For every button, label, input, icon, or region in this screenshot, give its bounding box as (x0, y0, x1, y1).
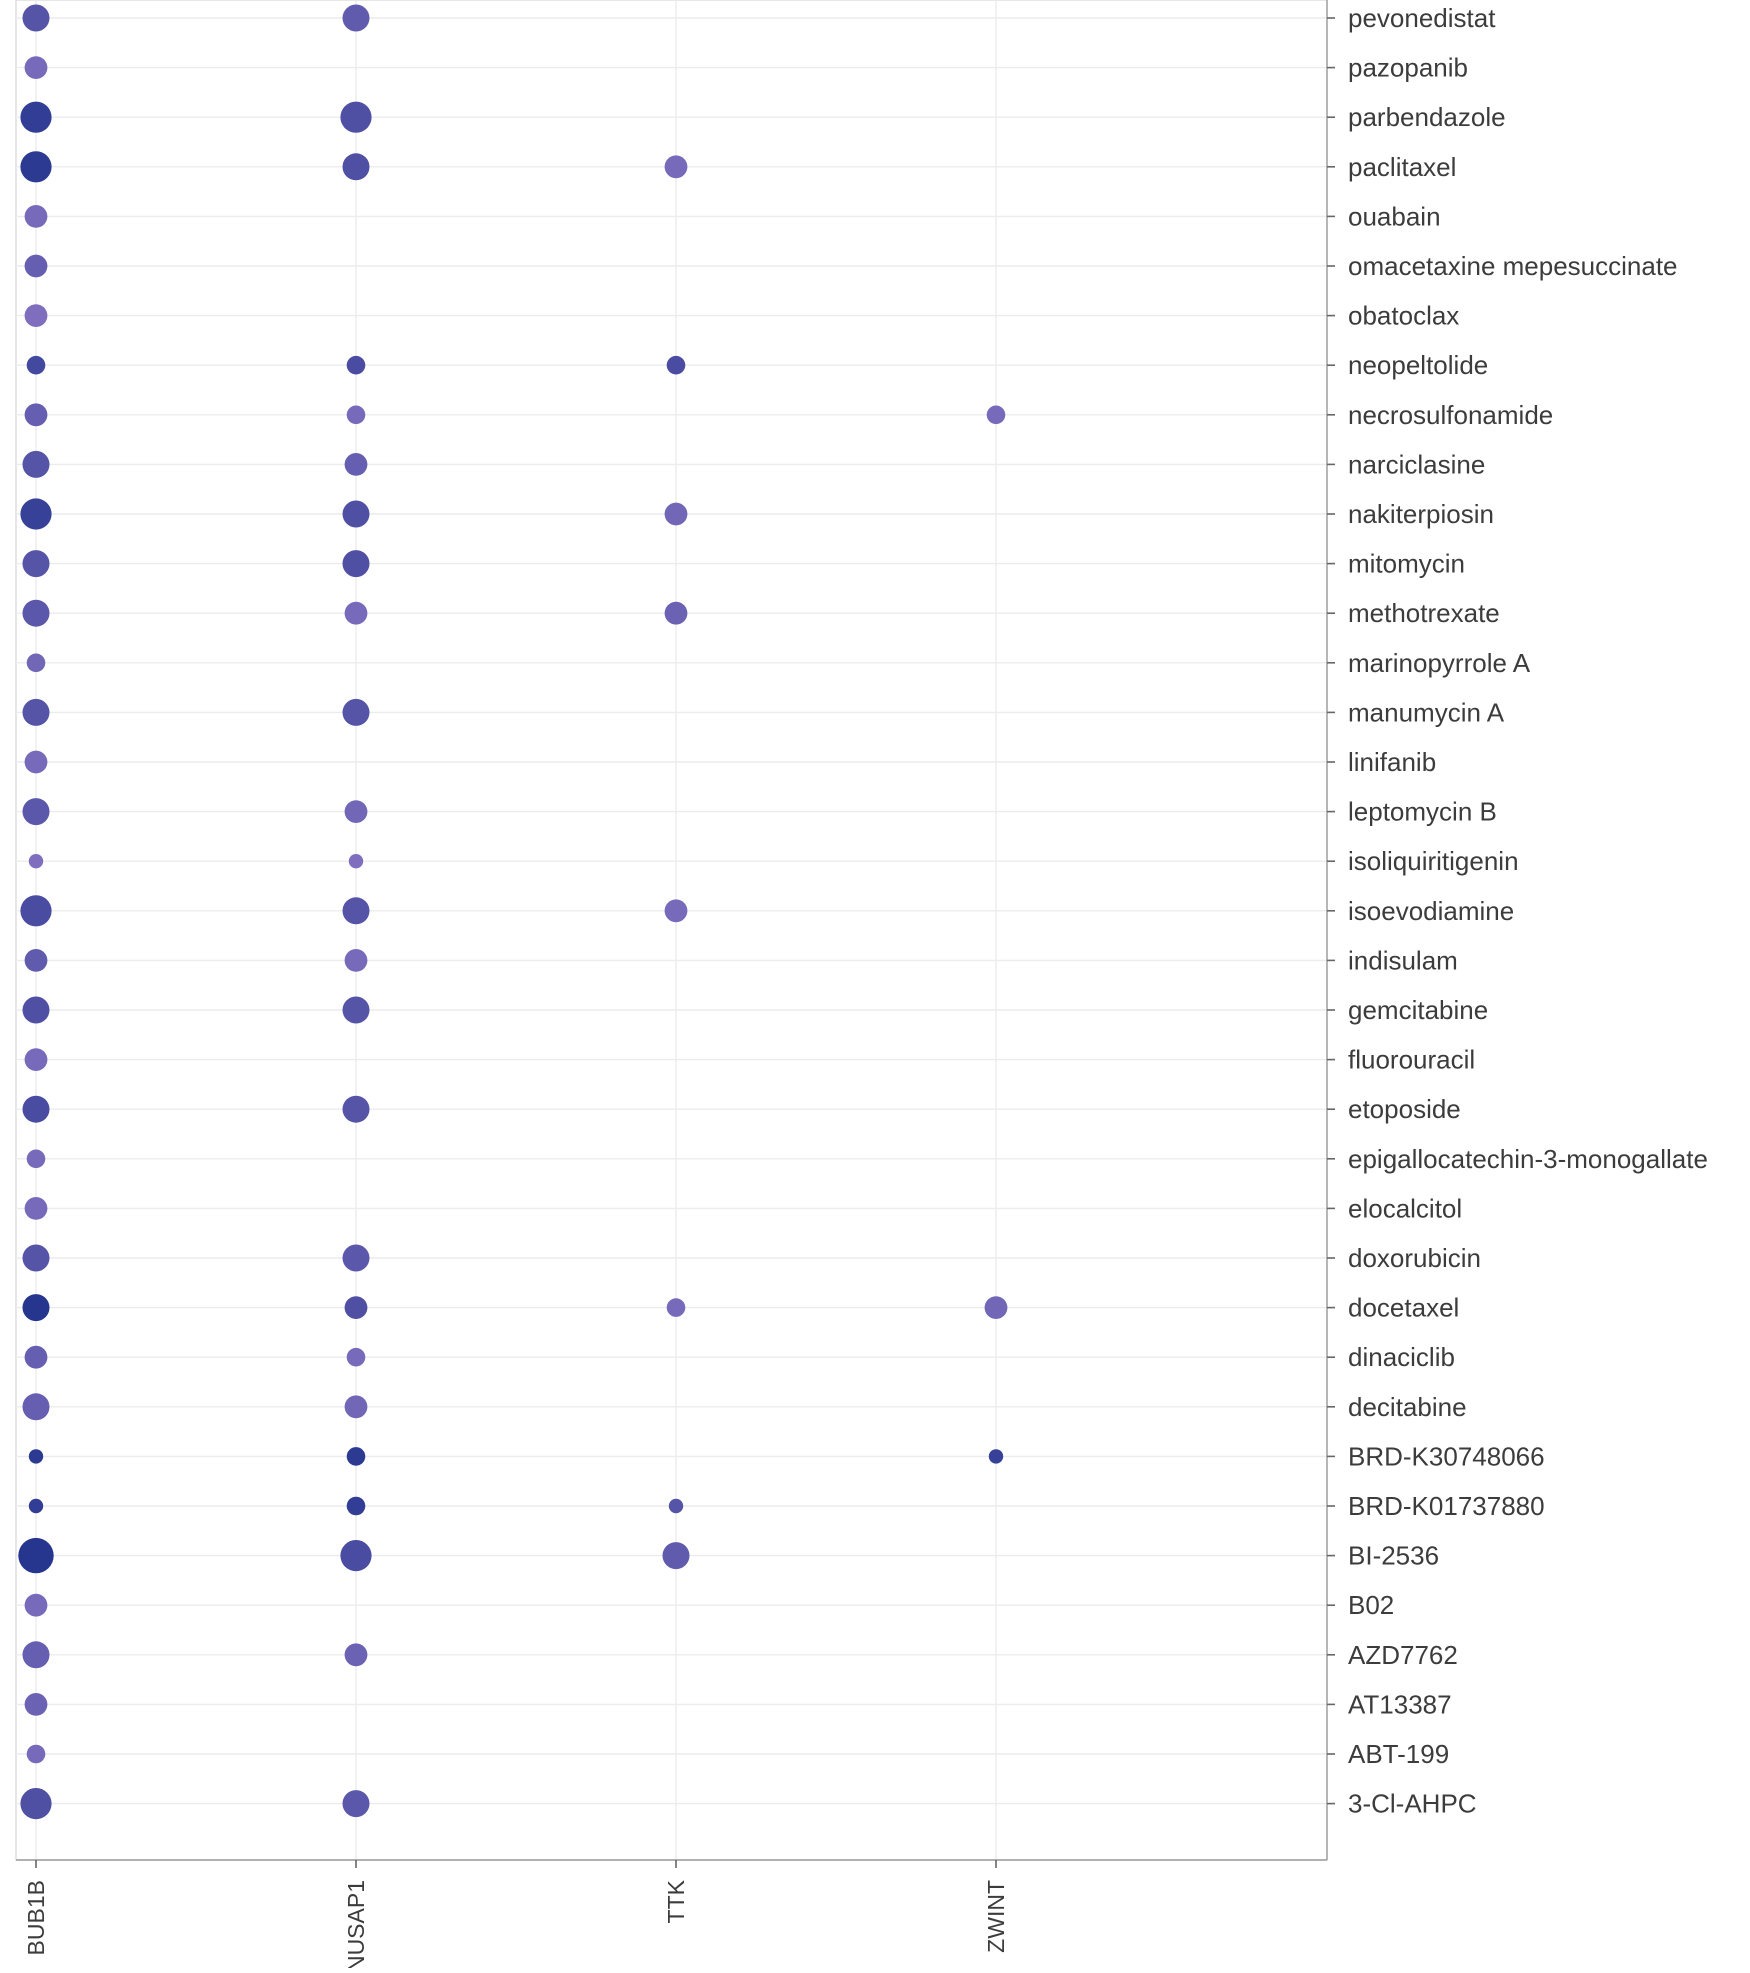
y-tick-label: docetaxel (1348, 1292, 1460, 1323)
data-point (349, 854, 363, 868)
data-point (343, 5, 370, 32)
y-tick-label: marinopyrrole A (1348, 647, 1531, 678)
x-tick-labels (23, 1879, 1009, 1968)
data-point (27, 1150, 46, 1169)
data-point (345, 1643, 368, 1666)
data-point (18, 1538, 53, 1573)
data-point (665, 155, 688, 178)
data-point (29, 1499, 43, 1513)
data-point (347, 1348, 366, 1367)
data-point (343, 1790, 370, 1817)
data-point (343, 550, 370, 577)
data-point (25, 751, 48, 774)
data-point (985, 1296, 1008, 1319)
data-point (667, 356, 686, 375)
data-point (345, 800, 368, 823)
y-tick-label: 3-Cl-AHPC (1348, 1788, 1477, 1819)
data-point (25, 304, 48, 327)
data-point (25, 1693, 48, 1716)
y-tick-label: doxorubicin (1348, 1243, 1481, 1273)
y-tick-label: nakiterpiosin (1348, 499, 1494, 529)
y-tick-label: decitabine (1348, 1391, 1467, 1422)
data-point (23, 699, 50, 726)
y-tick-label: etoposide (1348, 1094, 1461, 1125)
y-tick-label: elocalcitol (1348, 1193, 1463, 1224)
data-point (25, 1048, 48, 1071)
y-tick-label: AT13387 (1348, 1689, 1452, 1720)
data-point (343, 997, 370, 1024)
y-tick-label: methotrexate (1348, 598, 1500, 629)
data-point (23, 5, 50, 32)
y-tick-label: ouabain (1348, 201, 1441, 232)
x-tick-label: ZWINT (983, 1880, 1009, 1953)
grid-layer (16, 0, 1327, 1860)
data-point (25, 56, 48, 79)
data-point (20, 151, 51, 182)
y-tick-label: ABT-199 (1348, 1739, 1450, 1769)
y-tick-label: neopeltolide (1348, 350, 1489, 381)
y-tick-label: fluorouracil (1348, 1044, 1476, 1075)
y-tick-label: epigallocatechin-3-monogallate (1348, 1143, 1708, 1174)
data-point (665, 503, 688, 526)
data-point (343, 1245, 370, 1272)
data-point (347, 356, 366, 375)
data-point (23, 1245, 50, 1272)
data-point (20, 102, 51, 133)
data-point (25, 403, 48, 426)
data-point (25, 205, 48, 228)
y-tick-label: dinaciclib (1348, 1342, 1455, 1373)
y-tick-label: BI-2536 (1348, 1540, 1440, 1571)
y-tick-label: omacetaxine mepesuccinate (1348, 251, 1678, 281)
y-tick-label: linifanib (1348, 747, 1437, 777)
y-tick-label: BRD-K01737880 (1348, 1491, 1545, 1521)
y-tick-label: narciclasine (1348, 449, 1486, 480)
y-tick-label: pevonedistat (1348, 3, 1496, 33)
y-tick-label: necrosulfonamide (1348, 399, 1554, 430)
y-tick-label: obatoclax (1348, 300, 1460, 331)
y-tick-label: leptomycin B (1348, 796, 1497, 827)
data-point (665, 899, 688, 922)
plot-panel (16, 0, 1327, 1860)
data-point (340, 1540, 371, 1571)
y-tick-label: mitomycin (1348, 548, 1466, 579)
y-tick-label: B02 (1348, 1590, 1395, 1621)
y-tick-label: BRD-K30748066 (1348, 1441, 1545, 1472)
data-point (343, 699, 370, 726)
data-point (27, 1745, 46, 1764)
data-point (23, 1294, 50, 1321)
x-tick-label: BUB1B (23, 1880, 49, 1956)
data-point (345, 602, 368, 625)
data-point (343, 897, 370, 924)
data-point (663, 1542, 690, 1569)
y-tick-labels (1348, 3, 1708, 1819)
data-point (345, 1395, 368, 1418)
data-point (23, 451, 50, 478)
data-point (23, 1393, 50, 1420)
data-point (23, 1096, 50, 1123)
y-tick-label: paclitaxel (1348, 151, 1457, 182)
y-tick-label: gemcitabine (1348, 995, 1489, 1025)
data-point (25, 1346, 48, 1369)
data-point (347, 1497, 366, 1516)
data-point (343, 1096, 370, 1123)
y-tick-label: pazopanib (1348, 52, 1468, 83)
data-point (343, 501, 370, 528)
data-point (987, 406, 1006, 425)
data-point (29, 1449, 43, 1463)
data-point (29, 854, 43, 868)
data-point (345, 453, 368, 476)
data-point (20, 498, 51, 529)
data-point (23, 997, 50, 1024)
data-point (23, 600, 50, 627)
data-point (27, 356, 46, 375)
y-tick-label: AZD7762 (1348, 1639, 1458, 1670)
data-point (340, 102, 371, 133)
y-tick-label: isoevodiamine (1348, 895, 1515, 926)
data-point (25, 1594, 48, 1617)
y-tick-label: indisulam (1348, 945, 1458, 976)
data-point (347, 1447, 366, 1466)
x-tick-label: NUSAP1 (343, 1880, 369, 1968)
y-tick-label: parbendazole (1348, 102, 1506, 133)
data-point (23, 550, 50, 577)
data-point (347, 406, 366, 425)
y-tick-label: isoliquiritigenin (1348, 846, 1519, 877)
x-tick-label: TTK (663, 1880, 689, 1924)
data-point (345, 949, 368, 972)
data-point (23, 1641, 50, 1668)
data-point (343, 153, 370, 180)
y-tick-label: manumycin A (1348, 697, 1505, 728)
data-point (25, 949, 48, 972)
data-point (25, 255, 48, 278)
data-point (20, 895, 51, 926)
data-point (665, 602, 688, 625)
data-point (27, 654, 46, 673)
data-point (23, 798, 50, 825)
data-point (667, 1298, 686, 1317)
data-point (989, 1449, 1003, 1463)
data-point (20, 1788, 51, 1819)
data-point (669, 1499, 683, 1513)
data-point (345, 1296, 368, 1319)
data-point (25, 1197, 48, 1220)
